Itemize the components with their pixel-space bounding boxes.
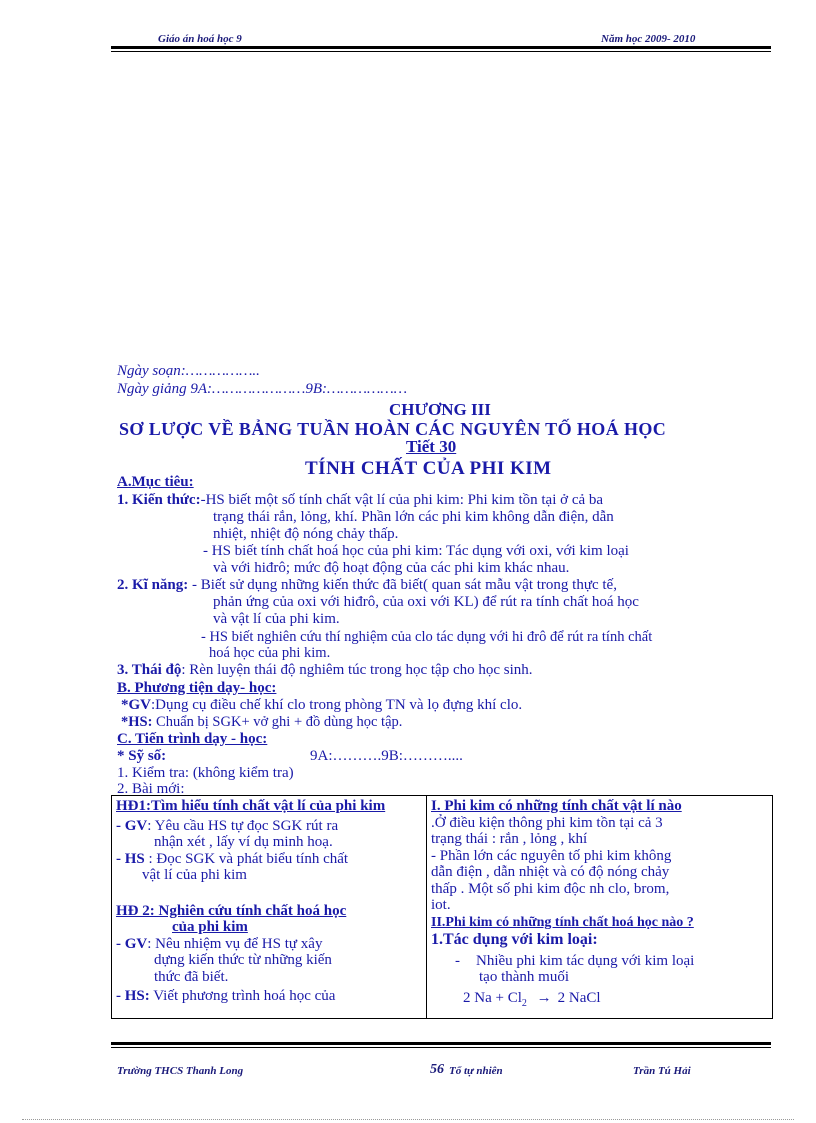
knowledge-line-2: trạng thái rắn, lỏng, khí. Phần lớn các phi kim không dẫn điện, dẫn — [213, 509, 614, 525]
footer-department: Tổ tự nhiên — [449, 1065, 503, 1077]
objectives-heading: A.Mục tiêu: — [117, 474, 194, 490]
skills-line-5: hoá học của phi kim. — [209, 645, 331, 661]
materials-heading: B. Phương tiện dạy- học: — [117, 680, 277, 696]
section-1-title: I. Phi kim có những tính chất vật lí nào — [431, 798, 682, 814]
check-line: 1. Kiểm tra: (không kiểm tra) — [117, 765, 294, 781]
content-cell: I. Phi kim có những tính chất vật lí nào .Ở điều kiện thông phi kim tồn tại cả 3 trạng thái : rắn , lỏng , khí - Phần lớn các nguyên tố phi kim không dẫn điện , dẫn nhiệt và có độ nóng chảy thấp . Một số phi kim độc nh clo, brom, iot. II.Phi kim có những tính chất hoá học nào ? 1.Tác dụng với kim loại: - Nhiều phi kim tác dụng với kim loại tạo thành muối 2 $Na + Cl_2 \to 2$ NaCl — [427, 796, 773, 1019]
class-size-label: * Sỹ số: — [117, 748, 167, 764]
header-subject: Giáo án hoá học 9 — [158, 33, 242, 45]
knowledge-line-3: nhiệt, nhiệt độ nóng chảy thấp. — [213, 526, 399, 542]
knowledge-label: 1. Kiến thức: — [117, 492, 201, 508]
skills-line-1: 2. Kĩ năng: - Biết sử dụng những kiến thức đã biết( quan sát mẫu vật trong thực tế, — [117, 577, 617, 593]
lesson-number: Tiết 30 — [406, 437, 457, 456]
skills-line-2: phản ứng của oxi với hiđrô, của oxi với KL) để rút ra tính chất hoá học — [213, 594, 639, 610]
page-bottom-border — [22, 1119, 794, 1120]
hd1-title: HĐ1:Tìm hiểu tính chất vật lí của phi kim — [116, 798, 386, 814]
section-2-subtitle: 1.Tác dụng với kim loại: — [431, 931, 598, 948]
header-rule-thin — [111, 51, 771, 52]
date-prepared: Ngày soạn:…………….. — [117, 363, 260, 379]
lesson-title: TÍNH CHẤT CỦA PHI KIM — [305, 458, 552, 479]
materials-student: *HS: Chuẩn bị SGK+ vở ghi + đồ dùng học tập. — [121, 714, 403, 730]
chapter-title: SƠ LƯỢC VỀ BẢNG TUẦN HOÀN CÁC NGUYÊN TỐ HOÁ HỌC — [119, 419, 667, 439]
activity-table — [111, 795, 773, 1019]
process-heading: C. Tiến trình dạy - học: — [117, 731, 268, 747]
footer-page-number: 56 — [430, 1062, 444, 1077]
footer-school: Trường THCS Thanh Long — [117, 1065, 244, 1077]
skills-line-4: - HS biết nghiên cứu thí nghiệm của clo tác dụng với hi đrô để rút ra tính chất — [201, 629, 653, 645]
header-rule-thick — [111, 46, 771, 49]
bullet: - — [455, 952, 460, 969]
footer-author: Trần Tú Hải — [633, 1065, 691, 1077]
knowledge-line-5: và với hiđrô; mức độ hoạt động của các phi kim khác nhau. — [213, 560, 570, 576]
date-taught: Ngày giảng 9A:…………………9B:……………… — [117, 381, 408, 397]
new-lesson-line: 2. Bài mới: — [117, 781, 185, 795]
footer-rule-thin — [111, 1047, 771, 1048]
attitude-label: 3. Thái độ — [117, 662, 182, 678]
footer-rule-thick — [111, 1042, 771, 1045]
class-size-value: 9A:……….9B:……….... — [310, 748, 463, 764]
chapter-label: CHƯƠNG III — [389, 400, 491, 419]
materials-teacher: *GV:Dụng cụ điều chế khí clo trong phòng TN và lọ đựng khí clo. — [121, 697, 523, 713]
knowledge-line-4: - HS biết tính chất hoá học của phi kim: Tác dụng với oxi, với kim loại — [203, 543, 629, 559]
hd2-title: HĐ 2: Nghiên cứu tính chất hoá học — [116, 902, 347, 919]
header-year: Năm học 2009- 2010 — [601, 33, 696, 45]
section-2-title: II.Phi kim có những tính chất hoá học nào ? — [431, 914, 694, 930]
attitude-line: 3. Thái độ: Rèn luyện thái độ nghiêm túc trong học tập cho học sinh. — [117, 662, 533, 678]
knowledge-line-1: 1. Kiến thức:-HS biết một số tính chất vật lí của phi kim: Phi kim tồn tại ở cả ba — [117, 492, 604, 508]
skills-label: 2. Kĩ năng: — [117, 577, 189, 593]
teaching-activities-cell: HĐ1:Tìm hiểu tính chất vật lí của phi kim - GV: Yêu cầu HS tự đọc SGK rút ra nhận xét , lấy ví dụ minh hoạ. - HS : Đọc SGK và phát biểu tính chất vật lí của phi kim HĐ 2: Nghiên cứu tính chất hoá học của phi kim - GV: Nêu nhiệm vụ để HS tự xây dựng kiến thức từ những kiến thức đã biết. - HS: Viết phương trình hoá học của — [112, 796, 427, 1019]
skills-line-3: và vật lí của phi kim. — [213, 611, 340, 627]
equation: 2 $Na + Cl_2 \to 2$ NaCl — [463, 989, 601, 1009]
